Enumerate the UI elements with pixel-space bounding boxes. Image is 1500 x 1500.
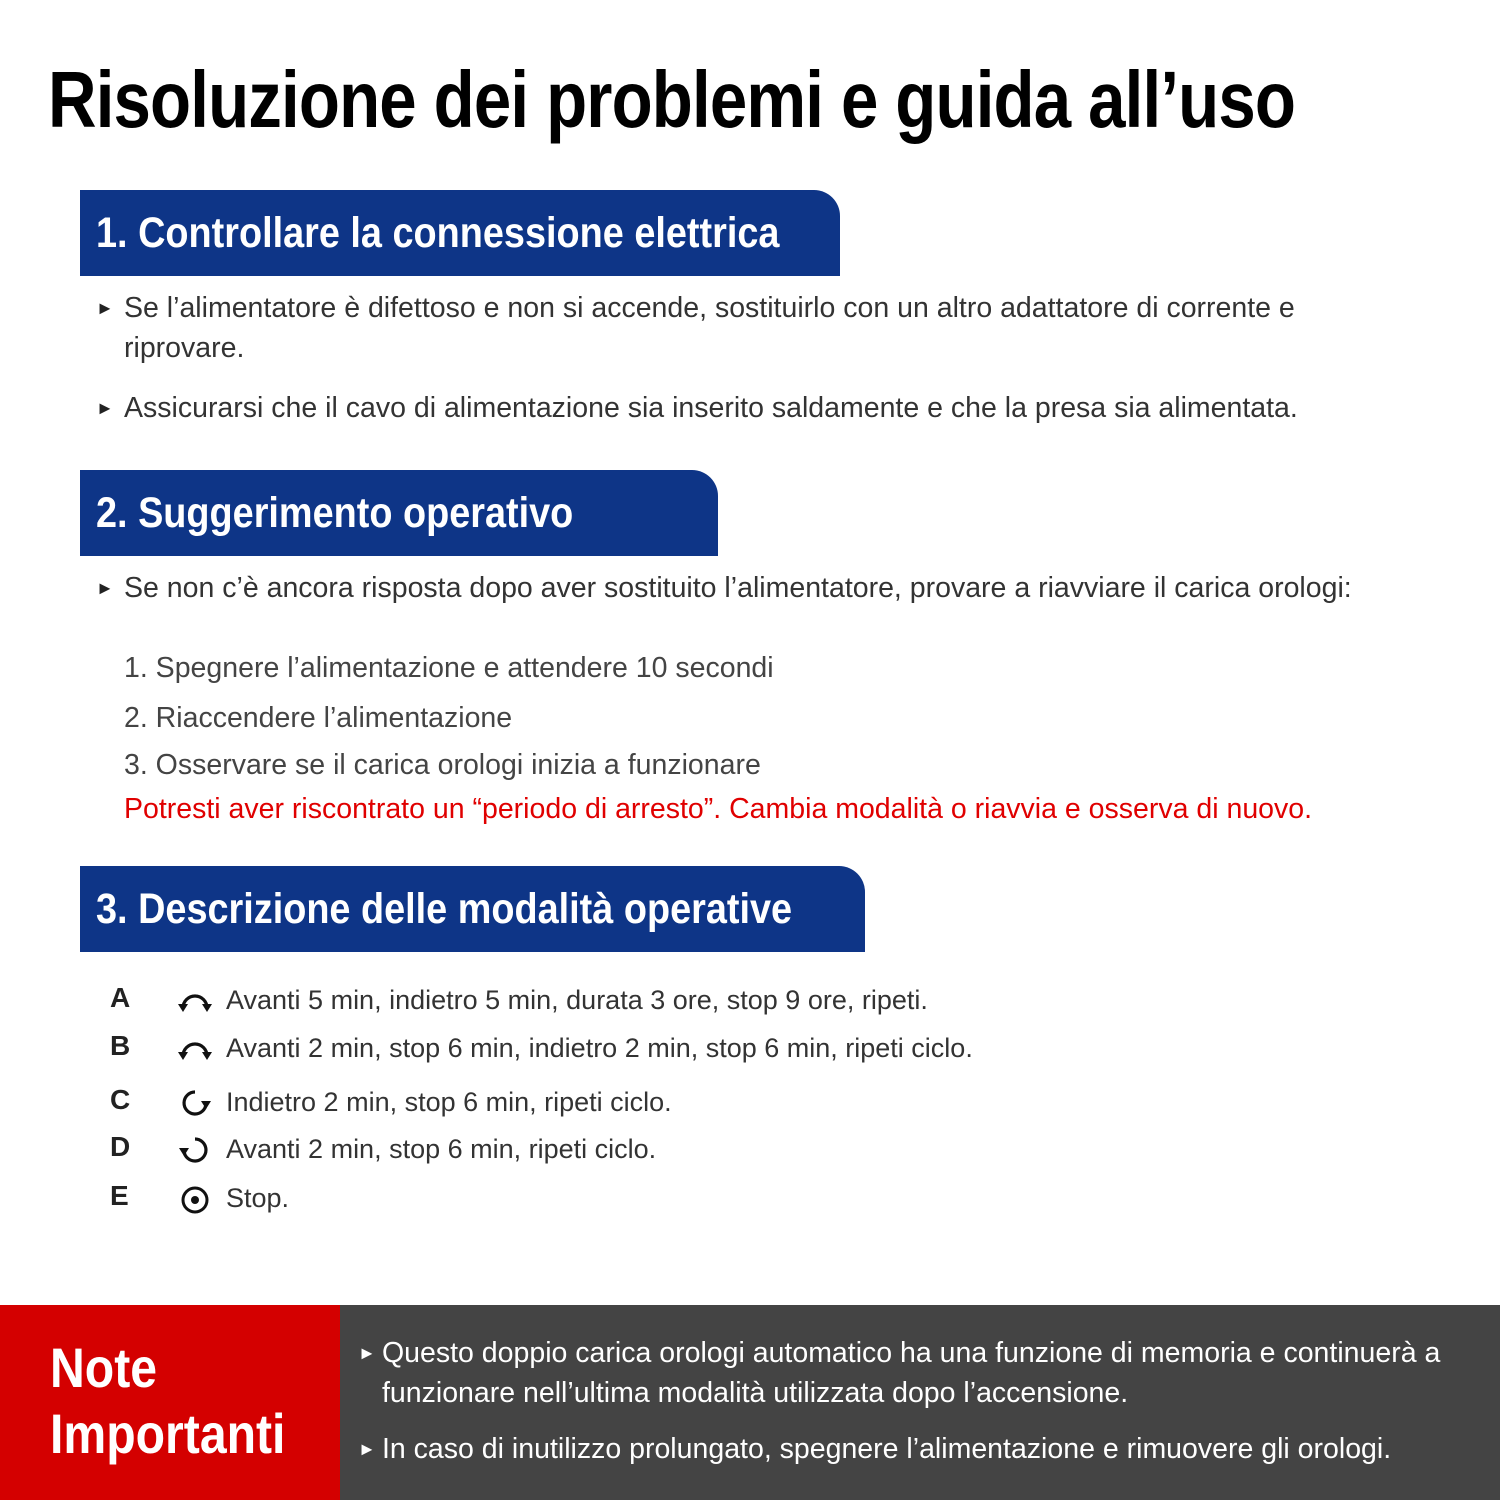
mode-description: Avanti 5 min, indietro 5 min, durata 3 ore, stop 9 ore, ripeti.	[226, 985, 928, 1015]
mode-letter: D	[110, 1131, 131, 1162]
mode-description: Avanti 2 min, stop 6 min, indietro 2 min, stop 6 min, ripeti ciclo.	[226, 1033, 973, 1063]
mode-description: Avanti 2 min, stop 6 min, ripeti ciclo.	[226, 1134, 657, 1164]
notes-label	[50, 1335, 299, 1467]
mode-row-d	[110, 1129, 1010, 1169]
stop-icon	[178, 1184, 212, 1214]
mode-letter: B	[110, 1030, 131, 1061]
mode-description: Stop.	[226, 1183, 290, 1213]
important-notes-bar	[0, 1305, 1500, 1500]
mode-letter: E	[110, 1180, 129, 1211]
mode-description: Indietro 2 min, stop 6 min, ripeti ciclo.	[226, 1087, 672, 1117]
mode-letter: C	[110, 1084, 131, 1115]
section-1-heading: 1. Controllare la connessione elettrica	[96, 209, 780, 257]
bullet-text: Se l’alimentatore è difettoso e non si accende, sostituirlo con un altro adattatore di corrente e riprovare.	[124, 292, 1295, 364]
notes-label-box	[0, 1305, 340, 1500]
bidirectional-rotation-icon	[178, 986, 212, 1016]
step-3: 3. Osservare se il carica orologi inizia a funzionare	[124, 749, 761, 781]
bullet-arrow-icon: ►	[96, 578, 114, 598]
mode-letter: A	[110, 982, 131, 1013]
step-2: 2. Riaccendere l’alimentazione	[124, 702, 513, 734]
section-2-bullet-1	[96, 568, 1476, 608]
warning-text: Potresti aver riscontrato un “periodo di arresto”. Cambia modalità o riavvia e osserva di nuovo.	[124, 793, 1313, 825]
bullet-arrow-icon: ►	[96, 298, 114, 318]
section-1-banner	[80, 190, 840, 276]
bullet-arrow-icon: ►	[358, 1343, 376, 1363]
note-item-2	[358, 1429, 1468, 1469]
bullet-arrow-icon: ►	[358, 1439, 376, 1459]
bullet-arrow-icon: ►	[96, 398, 114, 418]
mode-row-b	[110, 1028, 1010, 1068]
mode-row-c	[110, 1082, 1010, 1122]
section-2-heading: 2. Suggerimento operativo	[96, 489, 574, 537]
notes-label-line-1: Note	[50, 1336, 158, 1399]
page-title: Risoluzione dei problemi e guida all’uso	[48, 55, 1296, 144]
notes-content	[340, 1305, 1500, 1500]
bullet-text: Assicurarsi che il cavo di alimentazione sia inserito saldamente e che la presa sia alimentata.	[124, 392, 1298, 424]
note-text: Questo doppio carica orologi automatico ha una funzione di memoria e continuerà a funzionare nell’ultima modalità utilizzata dopo l’accensione.	[382, 1337, 1441, 1409]
note-item-1	[358, 1333, 1468, 1413]
section-3-banner	[80, 866, 865, 952]
section-2-banner	[80, 470, 718, 556]
note-text: In caso di inutilizzo prolungato, spegnere l’alimentazione e rimuovere gli orologi.	[382, 1433, 1392, 1465]
section-1-bullet-1	[96, 288, 1376, 368]
mode-row-e	[110, 1178, 1010, 1218]
section-1-bullet-2	[96, 388, 1396, 428]
mode-row-a	[110, 980, 1010, 1020]
bidirectional-rotation-icon	[178, 1034, 212, 1064]
bullet-text: Se non c’è ancora risposta dopo aver sostituito l’alimentatore, provare a riavviare il carica orologi:	[124, 572, 1352, 604]
clockwise-rotation-icon	[178, 1088, 212, 1118]
section-3-heading: 3. Descrizione delle modalità operative	[96, 885, 793, 933]
counterclockwise-rotation-icon	[178, 1135, 212, 1165]
step-1: 1. Spegnere l’alimentazione e attendere 10 secondi	[124, 652, 774, 684]
notes-label-line-2: Importanti	[50, 1402, 286, 1465]
